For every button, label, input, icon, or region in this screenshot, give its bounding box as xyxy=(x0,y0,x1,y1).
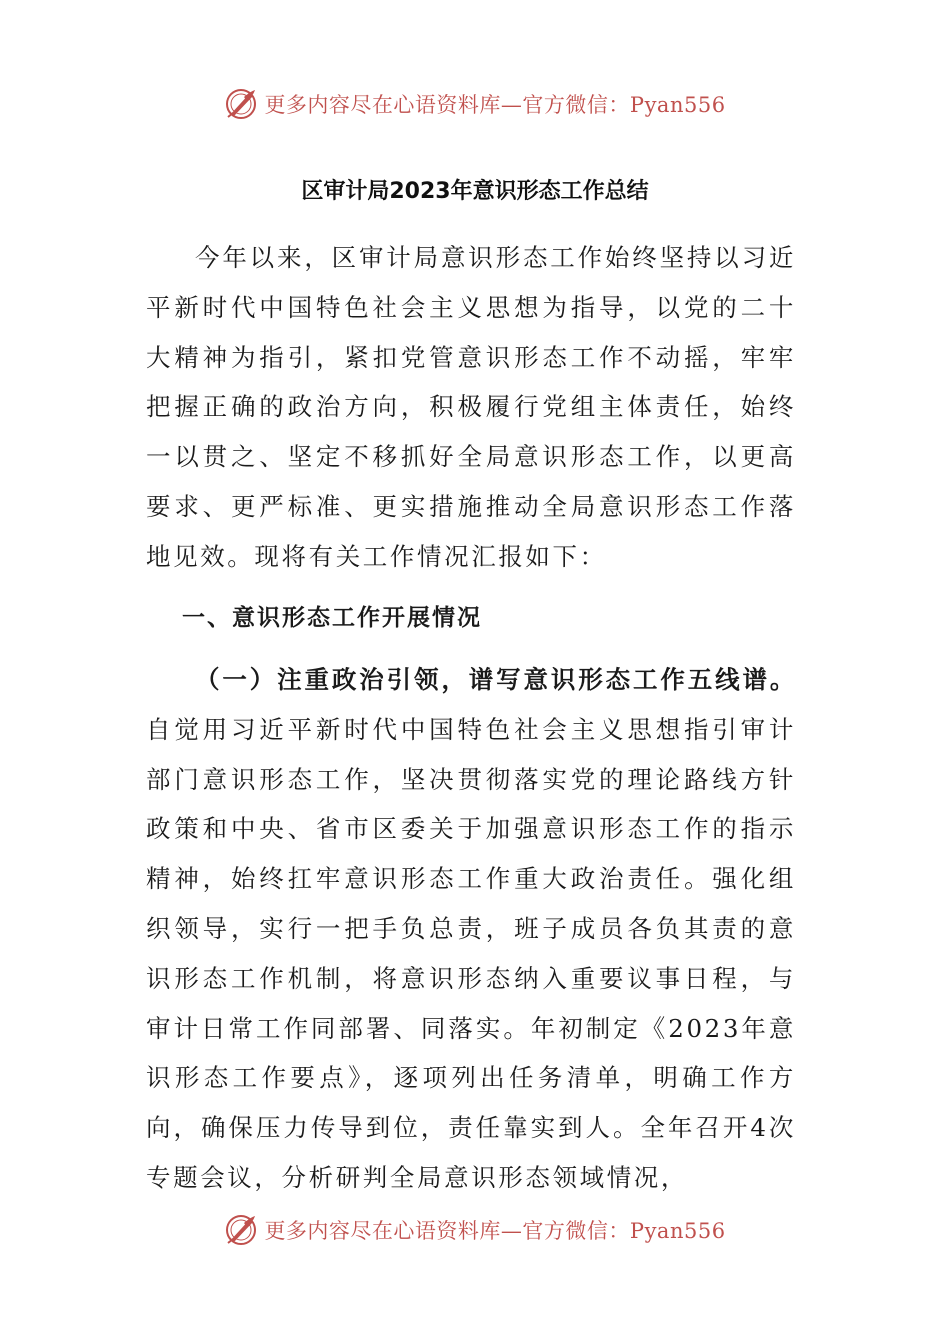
watermark-text: 更多内容尽在心语资料库—官方微信：Pyan556 xyxy=(264,1219,726,1243)
quill-pen-icon xyxy=(224,87,258,121)
quill-pen-icon xyxy=(224,1213,258,1247)
document-title: 区审计局2023年意识形态工作总结 xyxy=(301,179,649,204)
intro-paragraph: 今年以来，区审计局意识形态工作始终坚持以习近平新时代中国特色社会主义思想为指导，以党的二十大精神为指引，紧扣党管意识形态工作不动摇，牢牢把握正确的政治方向，积极履行党组主体责任，始终一以贯之、坚定不移抓好全局意识形态工作，以更高要求、更严标准、更实措施推动全局意识形态工作落地见效。现将有关工作情况汇报如下： xyxy=(146,243,796,571)
watermark-banner-top xyxy=(0,84,950,124)
watermark-banner-bottom xyxy=(0,1210,950,1250)
subsection-lead: （一）注重政治引领，谱写意识形态工作五线谱。 xyxy=(195,665,796,694)
subsection-body: 自觉用习近平新时代中国特色社会主义思想指引审计部门意识形态工作，坚决贯彻落实党的理论路线方针政策和中央、省市区委关于加强意识形态工作的指示精神，始终扛牢意识形态工作重大政治责任。强化组织领导，实行一把手负总责，班子成员各负其责的意识形态工作机制，将意识形态纳入重要议事日程，与审计日常工作同部署、同落实。年初制定《2023年意识形态工作要点》，逐项列出任务清单，明确工作方向，确保压力传导到位，责任靠实到人。全年召开4次专题会议，分析研判全局意识形态领域情况， xyxy=(146,714,796,1192)
section-heading: 一、意识形态工作开展情况 xyxy=(182,605,482,631)
subsection-paragraph xyxy=(146,655,796,1203)
watermark-text: 更多内容尽在心语资料库—官方微信：Pyan556 xyxy=(264,93,726,117)
